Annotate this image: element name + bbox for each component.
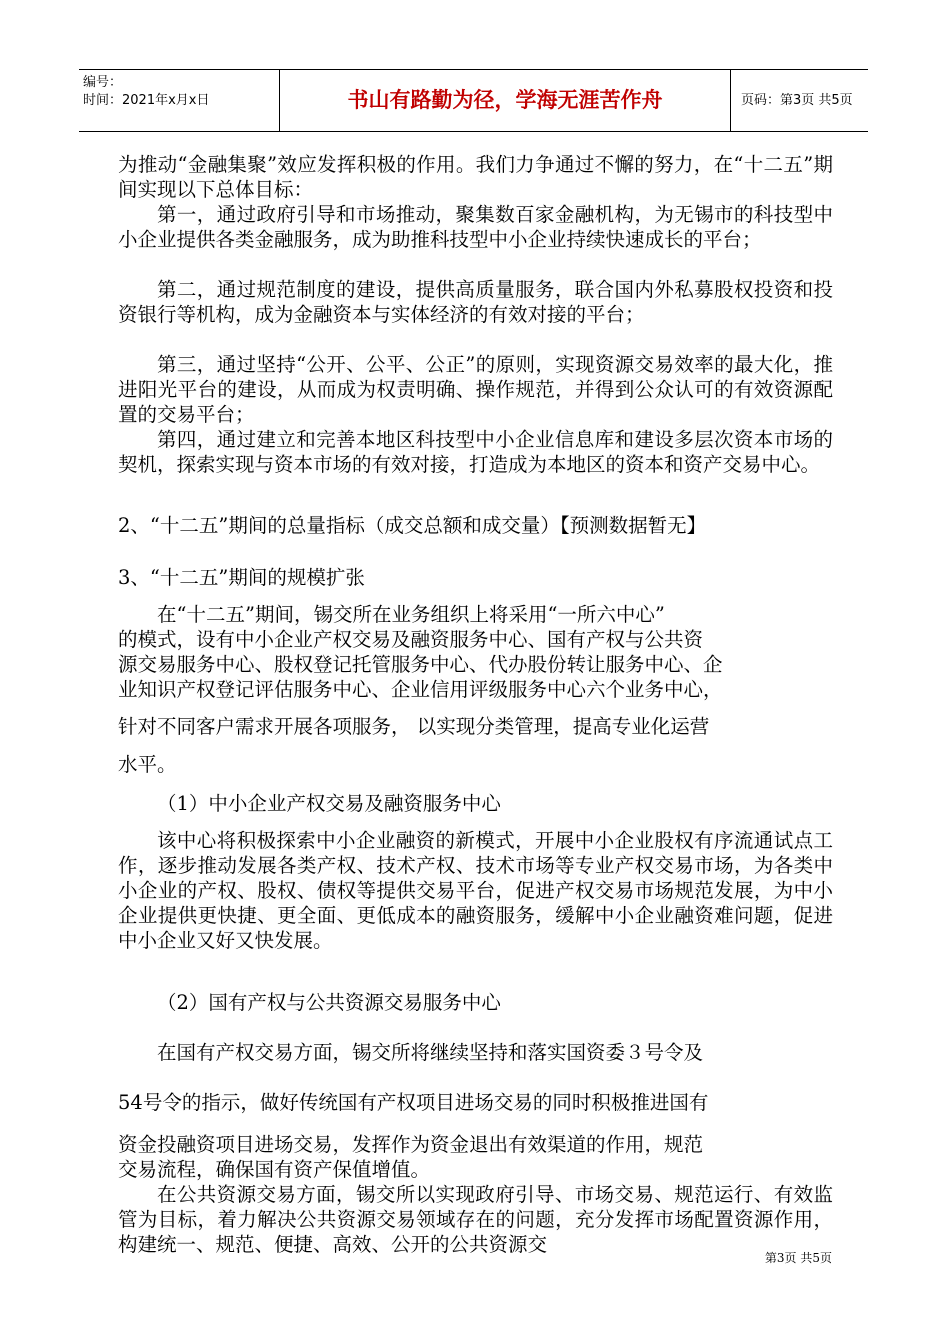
header-page-cell [731,70,868,131]
paragraph-expansion-line: 业知识产权登记评估服务中心、企业信用评级服务中心六个业务中心， [118,678,723,701]
paragraph-sme-center: 该中心将积极探索中小企业融资的新模式，开展中小企业股权有序流通试点工作，逐步推动发展各类产权、技术产权、技术市场等专业产权交易市场，为各类中小企业的产权、股权、债权等提供交易平台，促进产权交易市场规范发展，为中小企业提供更快捷、更全面、更低成本的融资服务，缓解中小企业融资难问题，促进中小企业又好又快发展。 [118,829,833,952]
header-table [79,69,868,132]
paragraph-intro: 为推动“金融集聚”效应发挥积极的作用。我们力争通过不懈的努力，在“十二五”期间实现以下总体目标： [118,153,833,201]
paragraph-goal-2: 第二，通过规范制度的建设，提供高质量服务，联合国内外私募股权投资和投资银行等机构，成为金融资本与实体经济的有效对接的平台； [118,278,833,326]
subsection-heading-1: （1）中小企业产权交易及融资服务中心 [157,792,501,815]
header-motto-cell [279,70,731,131]
paragraph-state-assets-line: 资金投融资项目进场交易，发挥作为资金退出有效渠道的作用，规范 [118,1133,704,1156]
paragraph-goal-4: 第四，通过建立和完善本地区科技型中小企业信息库和建设多层次资本市场的契机，探索实现与资本市场的有效对接，打造成为本地区的资本和资产交易中心。 [118,428,833,476]
header-meta-cell [79,70,279,131]
paragraph-expansion-line: 在“十二五”期间，锡交所在业务组织上将采用“一所六中心” [157,603,665,626]
document-number-label: 编号： [83,75,123,90]
paragraph-expansion-line: 的模式，设有中小企业产权交易及融资服务中心、国有产权与公共资 [118,628,704,651]
paragraph-state-assets-line: 54号令的指示，做好传统国有产权项目进场交易的同时积极推进国有 [118,1091,709,1114]
paragraph-expansion-line: 针对不同客户需求开展各项服务， 以实现分类管理，提高专业化运营 [118,715,710,738]
subsection-heading-2: （2）国有产权与公共资源交易服务中心 [157,991,501,1014]
paragraph-state-assets-line: 在国有产权交易方面，锡交所将继续坚持和落实国资委３号令及 [157,1041,704,1064]
section-heading-3: 3、“十二五”期间的规模扩张 [118,566,365,589]
section-heading-2: 2、“十二五”期间的总量指标（成交总额和成交量）【预测数据暂无】 [118,514,707,537]
footer-page-info: 第3页 共5页 [764,1251,832,1265]
paragraph-goal-1: 第一，通过政府引导和市场推动，聚集数百家金融机构，为无锡市的科技型中小企业提供各类金融服务，成为助推科技型中小企业持续快速成长的平台； [118,203,833,251]
header-motto: 书山有路勤为径，学海无涯苦作舟 [347,88,663,112]
paragraph-expansion-line: 源交易服务中心、股权登记托管服务中心、代办股份转让服务中心、企 [118,653,723,676]
paragraph-state-assets-line: 交易流程，确保国有资产保值增值。 [118,1158,431,1181]
paragraph-goal-3: 第三，通过坚持“公开、公平、公正”的原则，实现资源交易效率的最大化，推进阳光平台的建设，从而成为权责明确、操作规范，并得到公众认可的有效资源配置的交易平台； [118,353,833,426]
paragraph-expansion-line: 水平。 [118,753,177,776]
header-page-info: 页码：第3页 共5页 [741,93,853,108]
paragraph-public-resources: 在公共资源交易方面，锡交所以实现政府引导、市场交易、规范运行、有效监管为目标，着力解决公共资源交易领域存在的问题，充分发挥市场配置资源作用，构建统一、规范、便捷、高效、公开的公共资源交 [118,1183,833,1256]
document-time-label: 时间：2021年x月x日 [83,93,210,108]
